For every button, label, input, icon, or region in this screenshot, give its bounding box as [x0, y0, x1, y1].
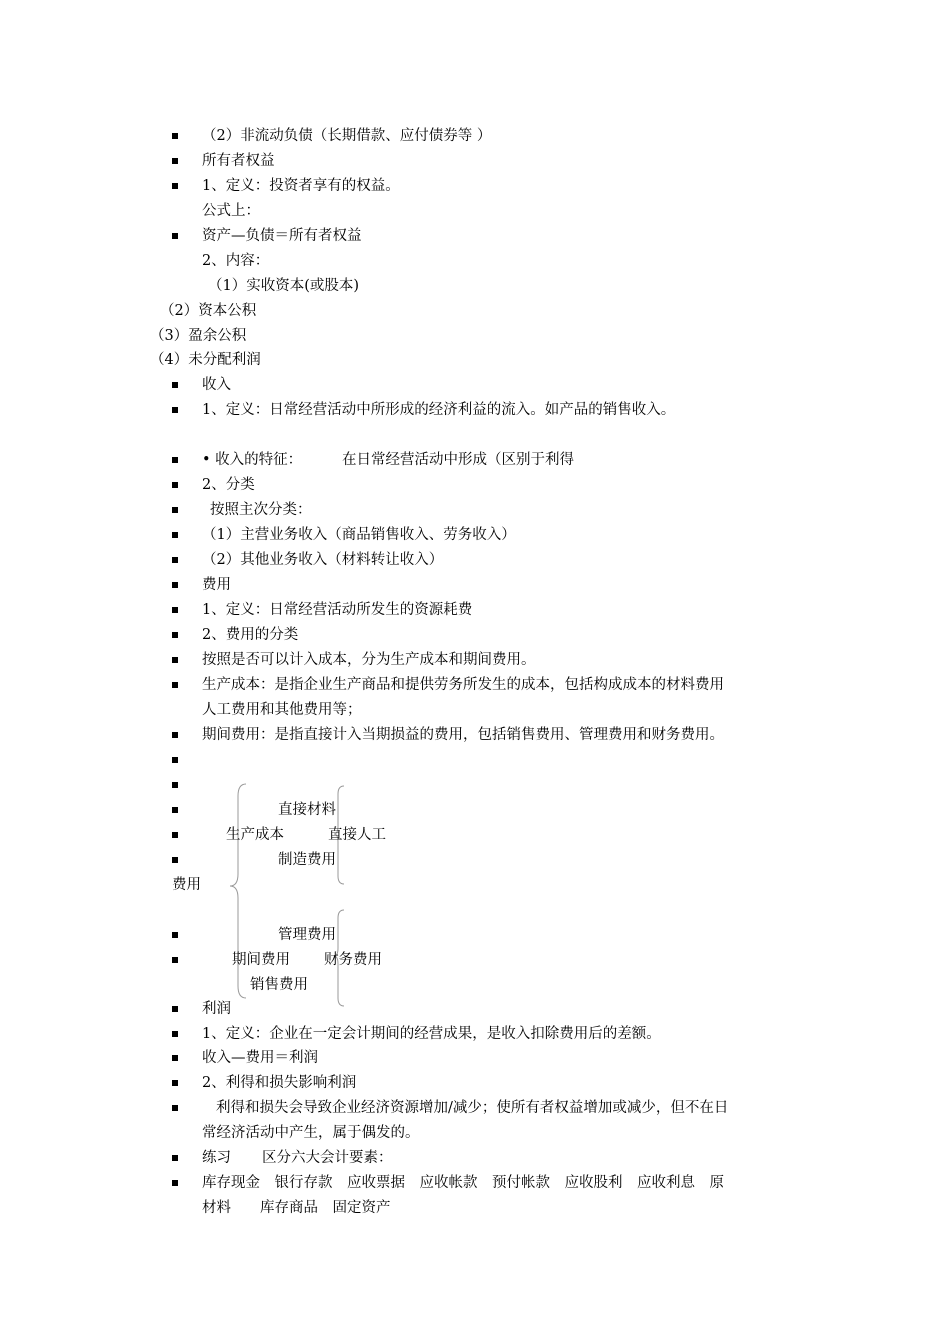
bullet-marker — [172, 732, 178, 738]
line-main-business-revenue: （1）主营业务收入（商品销售收入、劳务收入） — [202, 527, 516, 543]
bullet-marker — [172, 632, 178, 638]
line-period-cost-def: 期间费用：是指直接计入当期损益的费用，包括销售费用、管理费用和财务费用。 — [202, 727, 724, 743]
production-cost-label: 生产成本 — [226, 827, 284, 843]
bullet-marker — [172, 482, 178, 488]
bullet-marker — [172, 657, 178, 663]
direct-labor: 直接人工 — [328, 827, 386, 843]
line-expense-classification: 2、费用的分类 — [202, 627, 299, 643]
line-retained-earnings: （4）未分配利润 — [150, 352, 261, 368]
bullet-marker — [172, 183, 178, 189]
bullet-marker — [172, 1080, 178, 1086]
line-accounts-1: 库存现金 银行存款 应收票据 应收帐款 预付帐款 应收股利 应收利息 原 — [202, 1175, 724, 1191]
line-profit-definition: 1、定义：企业在一定会计期间的经营成果，是收入扣除费用后的差额。 — [202, 1026, 661, 1042]
line-exercise: 练习 — [202, 1150, 231, 1166]
bullet-marker — [172, 1180, 178, 1186]
bullet-marker — [172, 832, 178, 838]
bullet-marker — [172, 1055, 178, 1061]
bullet-marker — [172, 1006, 178, 1012]
line-paid-in-capital: （1）实收资本(或股本) — [208, 278, 360, 294]
bullet-marker — [172, 607, 178, 613]
line-surplus-reserve: （3）盈余公积 — [150, 328, 247, 344]
line-cost-split: 按照是否可以计入成本，分为生产成本和期间费用。 — [202, 652, 536, 668]
line-equity-definition: 1、定义：投资者享有的权益。 — [202, 178, 400, 194]
line-expenses: 费用 — [202, 577, 231, 593]
bullet-marker — [172, 133, 178, 139]
bullet-marker — [172, 807, 178, 813]
bullet-marker — [172, 957, 178, 963]
direct-materials: 直接材料 — [278, 802, 336, 818]
bullet-marker — [172, 1155, 178, 1161]
line-production-cost-def-1: 生产成本：是指企业生产商品和提供劳务所发生的成本，包括构成成本的材料费用 — [202, 677, 724, 693]
bullet-marker — [172, 507, 178, 513]
line-revenue-definition: 1、定义：日常经营活动中所形成的经济利益的流入。如产品的销售收入。 — [202, 402, 676, 418]
bullet-marker — [172, 532, 178, 538]
line-equity-formula: 资产—负债＝所有者权益 — [202, 228, 362, 244]
bullet-marker — [172, 557, 178, 563]
line-capital-reserve: （2）资本公积 — [160, 303, 257, 319]
line-expense-definition: 1、定义：日常经营活动所发生的资源耗费 — [202, 602, 473, 618]
line-accounts-2: 材料 库存商品 固定资产 — [202, 1200, 391, 1216]
line-noncurrent-liabilities: （2）非流动负债（长期借款、应付债券等 ） — [202, 128, 492, 144]
bullet-marker — [172, 682, 178, 688]
line-profit: 利润 — [202, 1001, 231, 1017]
bullet-marker — [172, 1031, 178, 1037]
bullet-marker — [172, 1105, 178, 1111]
finance-expense: 财务费用 — [324, 952, 382, 968]
line-exercise-task: 区分六大会计要素： — [262, 1150, 393, 1166]
line-revenue-feature-text: 在日常经营活动中形成（区别于利得 — [342, 452, 574, 468]
line-gains-losses-def-2: 常经济活动中产生，属于偶发的。 — [202, 1125, 420, 1141]
line-classification: 2、分类 — [202, 477, 255, 493]
line-content-label: 2、内容： — [202, 253, 270, 269]
bullet-marker — [172, 382, 178, 388]
bullet-marker — [172, 782, 178, 788]
line-profit-formula: 收入—费用＝利润 — [202, 1050, 318, 1066]
manufacturing-overhead: 制造费用 — [278, 852, 336, 868]
line-gains-losses: 2、利得和损失影响利润 — [202, 1075, 357, 1091]
line-production-cost-def-2: 人工费用和其他费用等； — [202, 702, 362, 718]
admin-expense: 管理费用 — [278, 927, 336, 943]
line-formula-label: 公式上： — [202, 203, 260, 219]
bullet-marker — [172, 932, 178, 938]
line-gains-losses-def-1: 利得和损失会导致企业经济资源增加/减少；使所有者权益增加或减少，但不在日 — [216, 1100, 729, 1116]
selling-expense: 销售费用 — [250, 977, 308, 993]
period-cost-label: 期间费用 — [232, 952, 290, 968]
line-revenue-feature-label: • 收入的特征： — [202, 452, 303, 468]
bullet-marker — [172, 857, 178, 863]
line-other-business-revenue: （2）其他业务收入（材料转让收入） — [202, 552, 444, 568]
expense-root-label: 费用 — [172, 877, 201, 893]
line-revenue: 收入 — [202, 377, 231, 393]
line-owners-equity: 所有者权益 — [202, 153, 275, 169]
bullet-marker — [172, 407, 178, 413]
bullet-marker — [172, 457, 178, 463]
bullet-marker — [172, 757, 178, 763]
bullet-marker — [172, 233, 178, 239]
bullet-marker — [172, 582, 178, 588]
bullet-marker — [172, 158, 178, 164]
line-by-primary: 按照主次分类： — [210, 502, 312, 518]
